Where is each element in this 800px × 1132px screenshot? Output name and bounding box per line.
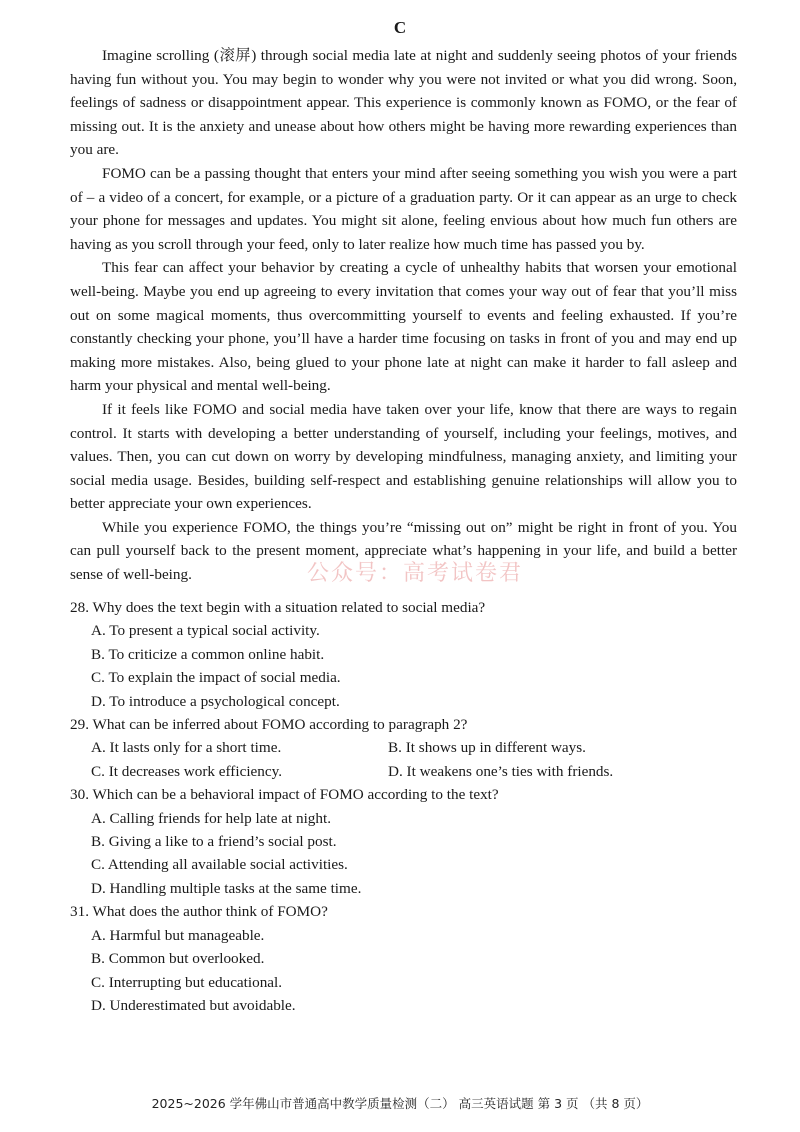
question-stem: 29. What can be inferred about FOMO according to paragraph 2? bbox=[70, 716, 468, 734]
section-letter: C bbox=[393, 18, 407, 37]
option-b: B. It shows up in different ways. bbox=[388, 739, 586, 757]
passage-paragraph-2: FOMO can be a passing thought that enters your mind after seeing something you wish you were a part of – a video of a concert, for example, or a picture of a graduation party. Or it can appear as an urge to check your phone for messages and updates. You might sit alone, feeling envious about how much fun others are having as you scroll through your feed, only to later realize how much time has passed you by. bbox=[70, 164, 737, 253]
option-c: C. Interrupting but educational. bbox=[91, 973, 283, 991]
page-footer: 2025~2026 学年佛山市普通高中教学质量检测（二） 高三英语试题 第 3 页 （共 8 页） bbox=[151, 1096, 649, 1111]
question-30 bbox=[70, 783, 737, 900]
option-d: D. Handling multiple tasks at the same time. bbox=[91, 879, 362, 897]
option-c: C. Attending all available social activities. bbox=[91, 856, 348, 874]
question-29 bbox=[70, 713, 737, 783]
question-stem: 28. Why does the text begin with a situation related to social media? bbox=[70, 599, 486, 616]
option-c: C. It decreases work efficiency. bbox=[91, 762, 283, 780]
option-b: B. Giving a like to a friend’s social post. bbox=[91, 833, 337, 851]
option-row bbox=[70, 760, 737, 783]
passage-paragraph-5: While you experience FOMO, the things you’re “missing out on” might be right in front of you. You can pull yourself back to the present moment, appreciate what’s happening in your life, and build a better sense of well-being. bbox=[70, 518, 737, 584]
option-a: A. To present a typical social activity. bbox=[91, 622, 320, 640]
option-a: A. Harmful but manageable. bbox=[91, 926, 265, 944]
option-a: A. It lasts only for a short time. bbox=[91, 739, 282, 757]
option-b: B. To criticize a common online habit. bbox=[91, 645, 325, 663]
option-d: D. To introduce a psychological concept. bbox=[91, 692, 340, 710]
option-b: B. Common but overlooked. bbox=[91, 950, 265, 968]
watermark: 公众号：高考试卷君 bbox=[307, 561, 524, 586]
question-stem: 31. What does the author think of FOMO? bbox=[70, 903, 328, 921]
option-c: C. To explain the impact of social media. bbox=[91, 669, 341, 687]
option-a: A. Calling friends for help late at night. bbox=[91, 809, 331, 827]
option-d: D. It weakens one’s ties with friends. bbox=[388, 762, 614, 780]
question-stem: 30. Which can be a behavioral impact of FOMO according to the text? bbox=[70, 786, 499, 804]
passage-paragraph-4: If it feels like FOMO and social media have taken over your life, know that there are ways to regain control. It starts with developing a better understanding of yourself, including your feelings, motives, and values. Then, you can cut down on worry by developing mindfulness, managing anxiety, and limiting your social media usage. Besides, building self-respect and establishing genuine relationships will allow you to better appreciate your own experiences. bbox=[70, 400, 737, 513]
question-31 bbox=[70, 900, 737, 1017]
passage-paragraph-1: Imagine scrolling (滚屏) through social media late at night and suddenly seeing photos of your friends having fun without you. You may begin to wonder why you were not invited or what you did wrong. Soon, feelings of sadness or disappointment appear. This experience is commonly known as FOMO, or the fear of missing out. It is the anxiety and unease about how others might be having more rewarding experiences than you are. bbox=[70, 47, 737, 159]
question-28 bbox=[70, 596, 737, 713]
option-d: D. Underestimated but avoidable. bbox=[91, 996, 296, 1014]
passage-paragraph-3: This fear can affect your behavior by creating a cycle of unhealthy habits that worsen your emotional well-being. Maybe you end up agreeing to every invitation that comes your way out of fear that you’ll miss out on some magical moments, thus overcommitting yourself to events and feeling exhausted. If you’re constantly checking your phone, you’ll have a harder time focusing on tasks in front of you and may end up making more mistakes. Also, being glued to your phone late at night can make it harder to fall asleep and harm your physical and mental well-being. bbox=[70, 259, 737, 395]
option-row bbox=[70, 736, 737, 759]
reading-passage bbox=[70, 44, 737, 587]
question-list bbox=[70, 596, 737, 1017]
